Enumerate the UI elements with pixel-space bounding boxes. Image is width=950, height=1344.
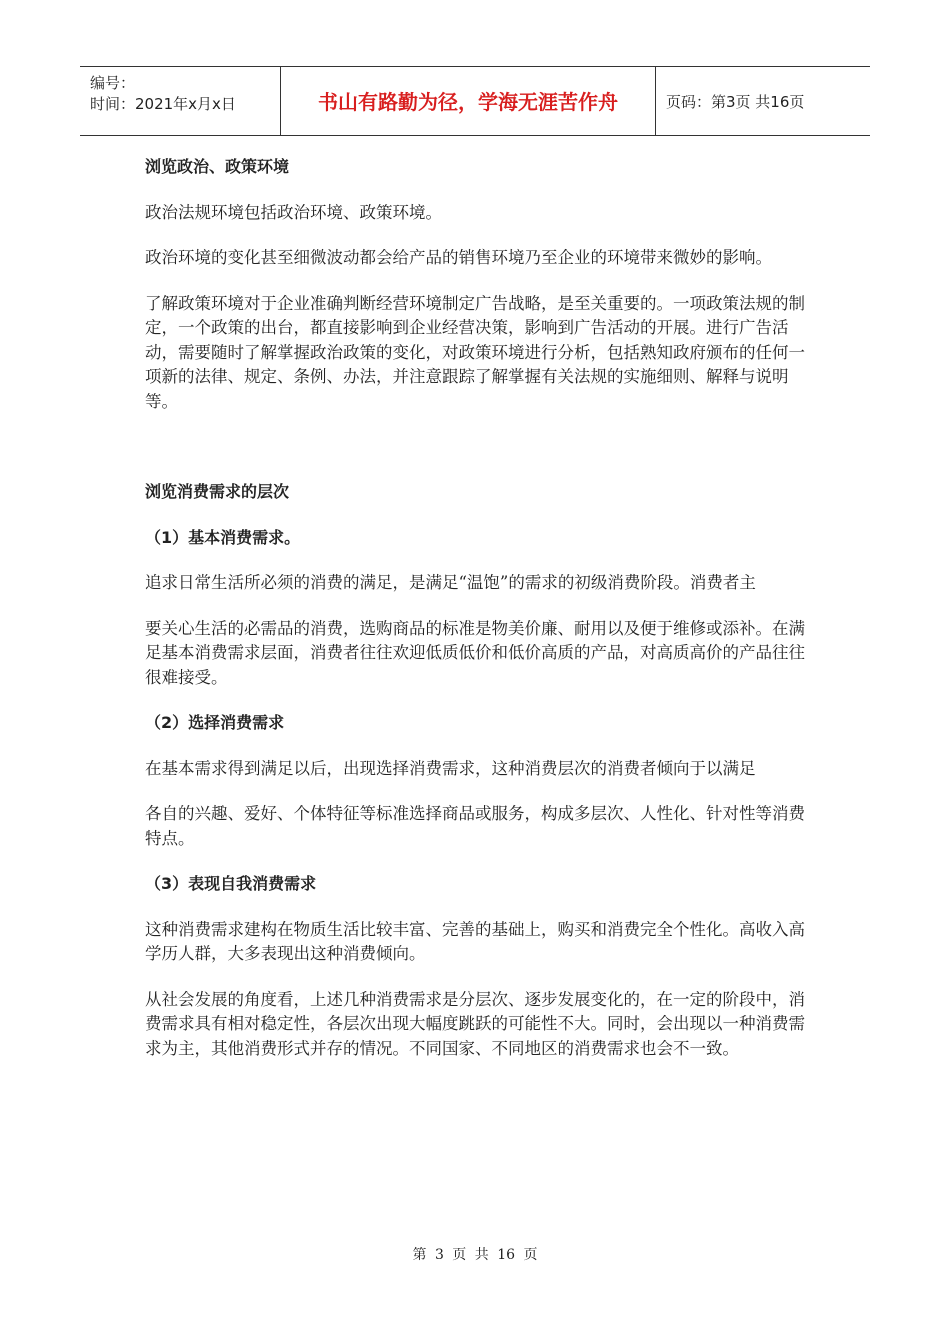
paragraph: 政治法规环境包括政治环境、政策环境。 (145, 202, 442, 222)
subsection-heading: （3）表现自我消费需求 (145, 874, 317, 893)
page-header (80, 66, 870, 136)
section-spacer (145, 435, 805, 480)
document-body (145, 155, 805, 1082)
document-date: 时间：2021年x月x日 (90, 95, 236, 113)
document-number-label: 编号： (90, 74, 136, 92)
section-heading: 浏览消费需求的层次 (145, 482, 290, 501)
paragraph: 要关心生活的必需品的消费，选购商品的标准是物美价廉、耐用以及便于维修或添补。在满足基本消费需求层面，消费者往往欢迎低质低价和低价高质的产品，对高质高价的产品往往很难接受。 (145, 618, 805, 687)
section-heading: 浏览政治、政策环境 (145, 157, 290, 176)
paragraph: 从社会发展的角度看，上述几种消费需求是分层次、逐步发展变化的，在一定的阶段中，消费需求具有相对稳定性，各层次出现大幅度跳跃的可能性不大。同时，会出现以一种消费需求为主，其他消费形式并存的情况。不同国家、不同地区的消费需求也会不一致。 (145, 989, 805, 1058)
paragraph: 这种消费需求建构在物质生活比较丰富、完善的基础上，购买和消费完全个性化。高收入高学历人群，大多表现出这种消费倾向。 (145, 919, 805, 963)
header-meta (80, 67, 281, 135)
paragraph: 各自的兴趣、爱好、个体特征等标准选择商品或服务，构成多层次、人性化、针对性等消费特点。 (145, 804, 805, 848)
page-footer: 第 3 页 共 16 页 (412, 1247, 538, 1263)
subsection-heading: （1）基本消费需求。 (145, 527, 301, 547)
paragraph: 政治环境的变化甚至细微波动都会给产品的销售环境乃至企业的环境带来微妙的影响。 (145, 248, 772, 267)
paragraph: 在基本需求得到满足以后，出现选择消费需求，这种消费层次的消费者倾向于以满足 (145, 758, 756, 778)
header-page-info: 页码：第3页 共16页 (666, 93, 805, 111)
paragraph: 了解政策环境对于企业准确判断经营环境制定广告战略，是至关重要的。一项政策法规的制定，一个政策的出台，都直接影响到企业经营决策，影响到广告活动的开展。进行广告活动，需要随时了解掌握政治政策的变化，对政策环境进行分析，包括熟知政府颁布的任何一项新的法律、规定、条例、办法，并注意跟踪了解掌握有关法规的实施细则、解释与说明等。 (145, 293, 805, 411)
subsection-heading: （2）选择消费需求 (145, 713, 285, 732)
paragraph: 追求日常生活所必须的消费的满足，是满足“温饱”的需求的初级消费阶段。消费者主 (145, 573, 756, 592)
header-motto: 书山有路勤为径，学海无涯苦作舟 (281, 67, 656, 135)
